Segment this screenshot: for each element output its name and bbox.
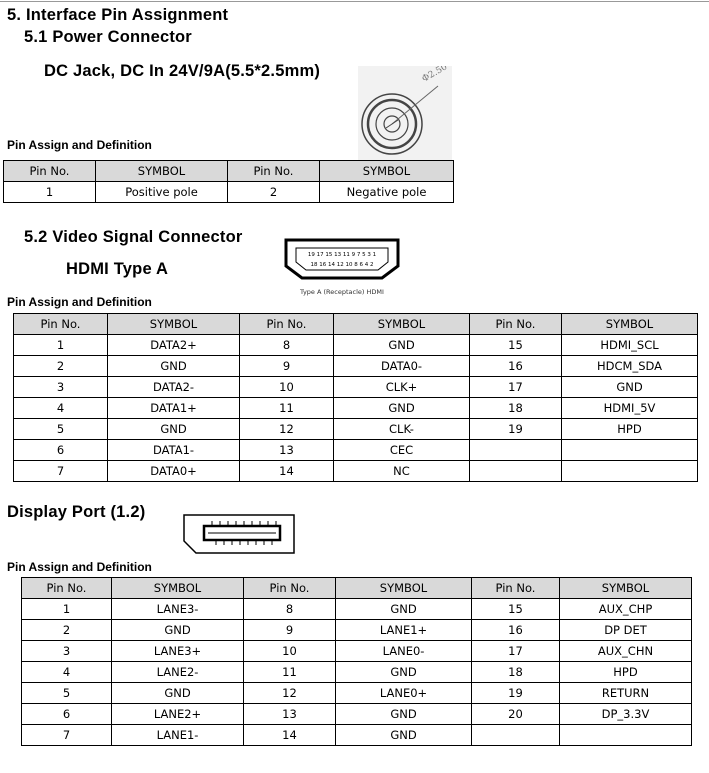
table-row xyxy=(14,440,698,461)
table-cell: LANE1- xyxy=(112,725,244,746)
table-cell: 13 xyxy=(240,440,334,461)
hdmi-pins-top: 19 17 15 13 11 9 7 5 3 1 xyxy=(307,252,377,258)
column-header: SYMBOL xyxy=(320,161,454,182)
table-cell: LANE1+ xyxy=(336,620,472,641)
column-header: SYMBOL xyxy=(562,314,698,335)
table-row xyxy=(22,725,692,746)
table-cell: 4 xyxy=(14,398,108,419)
table-cell: 3 xyxy=(14,377,108,398)
table-cell: AUX_CHN xyxy=(560,641,692,662)
table-cell xyxy=(472,725,560,746)
power-pin-caption: Pin Assign and Definition xyxy=(7,138,152,152)
table-cell: 19 xyxy=(470,419,562,440)
table-cell: DATA1+ xyxy=(108,398,240,419)
section-title: 5. Interface Pin Assignment xyxy=(7,6,229,24)
table-cell: GND xyxy=(108,356,240,377)
table-row xyxy=(22,599,692,620)
table-cell: 14 xyxy=(240,461,334,482)
table-cell: AUX_CHP xyxy=(560,599,692,620)
dc-jack-dim-label: Φ2.50 xyxy=(420,66,450,85)
table-cell: GND xyxy=(336,725,472,746)
table-cell: GND xyxy=(334,335,470,356)
table-cell: GND xyxy=(336,662,472,683)
table-row xyxy=(14,335,698,356)
table-cell: 9 xyxy=(240,356,334,377)
table-cell: 1 xyxy=(14,335,108,356)
table-header-row xyxy=(14,314,698,335)
table-cell: HDMI_5V xyxy=(562,398,698,419)
table-cell: 7 xyxy=(22,725,112,746)
table-cell: 8 xyxy=(240,335,334,356)
table-cell: 2 xyxy=(228,182,320,203)
hdmi-pins-bottom: 18 16 14 12 10 8 6 4 2 xyxy=(310,262,374,268)
table-cell xyxy=(562,440,698,461)
table-row xyxy=(22,662,692,683)
column-header: SYMBOL xyxy=(108,314,240,335)
power-pin-table xyxy=(3,160,454,203)
dp-pin-table xyxy=(21,577,692,746)
table-cell: LANE0+ xyxy=(336,683,472,704)
table-row xyxy=(22,620,692,641)
dc-jack-figure xyxy=(358,66,452,160)
table-cell: DATA0- xyxy=(334,356,470,377)
video-pin-caption: Pin Assign and Definition xyxy=(7,295,152,309)
table-cell: 16 xyxy=(472,620,560,641)
table-cell: 3 xyxy=(22,641,112,662)
column-header: Pin No. xyxy=(22,578,112,599)
table-cell: CEC xyxy=(334,440,470,461)
table-cell: HPD xyxy=(562,419,698,440)
column-header: Pin No. xyxy=(4,161,96,182)
table-cell: HDMI_SCL xyxy=(562,335,698,356)
video-subtitle: HDMI Type A xyxy=(66,260,169,278)
table-cell: 14 xyxy=(244,725,336,746)
table-row xyxy=(14,377,698,398)
column-header: SYMBOL xyxy=(334,314,470,335)
table-cell: 4 xyxy=(22,662,112,683)
table-cell: LANE3- xyxy=(112,599,244,620)
table-row xyxy=(22,704,692,725)
table-cell: 11 xyxy=(240,398,334,419)
table-cell: 2 xyxy=(22,620,112,641)
table-cell: GND xyxy=(562,377,698,398)
table-cell: 17 xyxy=(470,377,562,398)
table-cell: GND xyxy=(336,704,472,725)
dp-pin-caption: Pin Assign and Definition xyxy=(7,560,152,574)
table-cell: GND xyxy=(336,599,472,620)
column-header: Pin No. xyxy=(14,314,108,335)
table-cell: CLK- xyxy=(334,419,470,440)
column-header: Pin No. xyxy=(228,161,320,182)
column-header: SYMBOL xyxy=(336,578,472,599)
table-cell xyxy=(470,461,562,482)
table-cell: Negative pole xyxy=(320,182,454,203)
table-cell: 20 xyxy=(472,704,560,725)
table-cell: 5 xyxy=(22,683,112,704)
table-cell: DP DET xyxy=(560,620,692,641)
hdmi-connector-icon xyxy=(282,236,402,282)
table-cell: 15 xyxy=(472,599,560,620)
table-cell: GND xyxy=(108,419,240,440)
column-header: SYMBOL xyxy=(96,161,228,182)
table-row xyxy=(14,419,698,440)
table-cell: 6 xyxy=(14,440,108,461)
table-cell xyxy=(470,440,562,461)
table-cell: 18 xyxy=(470,398,562,419)
top-rule xyxy=(0,1,709,2)
table-cell: LANE3+ xyxy=(112,641,244,662)
table-cell: 13 xyxy=(244,704,336,725)
table-cell xyxy=(560,725,692,746)
hdmi-pin-table xyxy=(13,313,698,482)
column-header: Pin No. xyxy=(244,578,336,599)
table-cell: 11 xyxy=(244,662,336,683)
table-cell: RETURN xyxy=(560,683,692,704)
table-cell: 12 xyxy=(244,683,336,704)
table-cell: 17 xyxy=(472,641,560,662)
table-cell: 19 xyxy=(472,683,560,704)
table-row xyxy=(22,641,692,662)
hdmi-figure-caption: Type A (Receptacle) HDMI xyxy=(300,288,384,296)
table-cell: NC xyxy=(334,461,470,482)
table-cell: 18 xyxy=(472,662,560,683)
column-header: Pin No. xyxy=(240,314,334,335)
table-cell: LANE2+ xyxy=(112,704,244,725)
table-cell: 5 xyxy=(14,419,108,440)
displayport-connector-icon xyxy=(182,513,296,555)
table-cell: LANE2- xyxy=(112,662,244,683)
table-header-row xyxy=(4,161,454,182)
dc-jack-icon xyxy=(358,66,452,160)
table-cell: 10 xyxy=(240,377,334,398)
table-cell: DATA2+ xyxy=(108,335,240,356)
table-cell: 6 xyxy=(22,704,112,725)
table-cell: 1 xyxy=(22,599,112,620)
table-cell: HDCM_SDA xyxy=(562,356,698,377)
table-cell: Positive pole xyxy=(96,182,228,203)
table-cell: GND xyxy=(112,683,244,704)
table-cell: 15 xyxy=(470,335,562,356)
table-cell: 2 xyxy=(14,356,108,377)
table-cell: 7 xyxy=(14,461,108,482)
video-title: 5.2 Video Signal Connector xyxy=(24,228,243,246)
table-row xyxy=(14,356,698,377)
table-cell: DP_3.3V xyxy=(560,704,692,725)
column-header: Pin No. xyxy=(470,314,562,335)
table-cell: CLK+ xyxy=(334,377,470,398)
table-cell: DATA2- xyxy=(108,377,240,398)
column-header: Pin No. xyxy=(472,578,560,599)
table-header-row xyxy=(22,578,692,599)
table-cell: 9 xyxy=(244,620,336,641)
table-cell: 8 xyxy=(244,599,336,620)
dp-figure xyxy=(182,513,296,555)
table-cell: DATA1- xyxy=(108,440,240,461)
table-cell: 16 xyxy=(470,356,562,377)
table-row xyxy=(22,683,692,704)
table-cell: GND xyxy=(112,620,244,641)
column-header: SYMBOL xyxy=(112,578,244,599)
table-cell: 10 xyxy=(244,641,336,662)
column-header: SYMBOL xyxy=(560,578,692,599)
table-row xyxy=(14,461,698,482)
power-subtitle: DC Jack, DC In 24V/9A(5.5*2.5mm) xyxy=(44,62,321,80)
dp-title: Display Port (1.2) xyxy=(7,503,146,521)
table-cell: 12 xyxy=(240,419,334,440)
hdmi-figure xyxy=(282,236,402,298)
power-title: 5.1 Power Connector xyxy=(24,28,192,46)
table-cell: HPD xyxy=(560,662,692,683)
table-cell: LANE0- xyxy=(336,641,472,662)
table-row xyxy=(14,398,698,419)
table-cell: DATA0+ xyxy=(108,461,240,482)
table-cell: 1 xyxy=(4,182,96,203)
table-cell xyxy=(562,461,698,482)
table-row xyxy=(4,182,454,203)
table-cell: GND xyxy=(334,398,470,419)
